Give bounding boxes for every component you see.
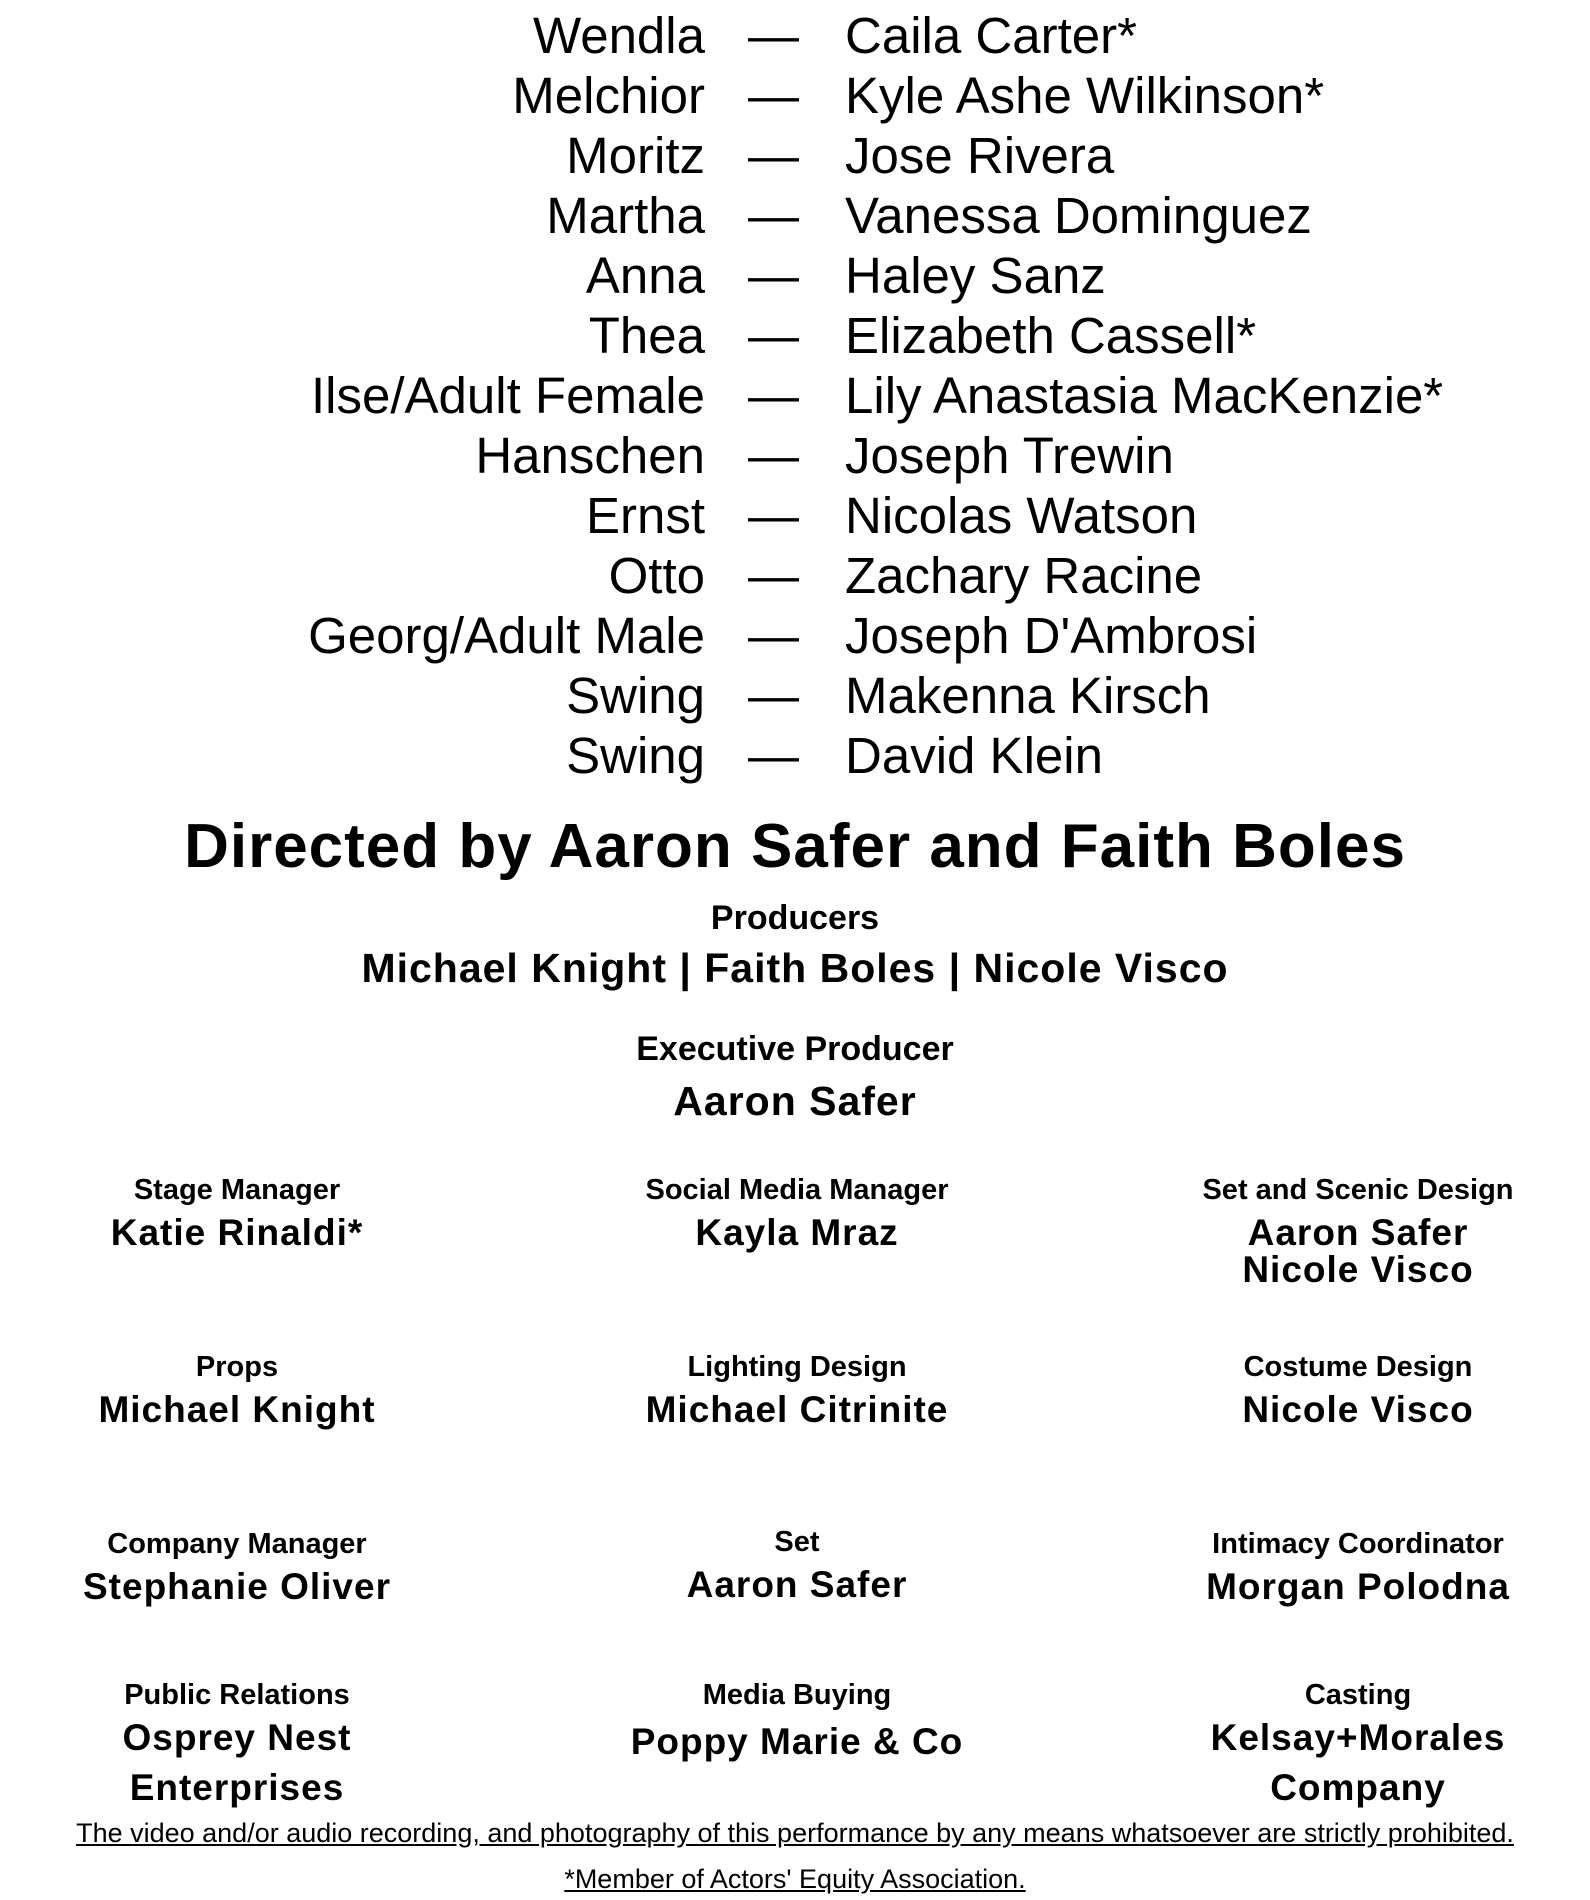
credit-props: [0, 1349, 477, 1435]
credit-social-media-manager: [557, 1172, 1037, 1258]
cast-dash: —: [748, 7, 799, 64]
credit-name: Nicole Visco: [1242, 1389, 1474, 1430]
credit-name: Company: [1270, 1767, 1446, 1808]
credit-name: Kayla Mraz: [695, 1212, 899, 1253]
credit-set-and-scenic-design: [1118, 1172, 1590, 1288]
credit-name: Stephanie Oliver: [83, 1566, 391, 1607]
cast-row: [0, 486, 1590, 546]
executive-producer-label-block: [0, 1029, 1590, 1069]
credit-name: Katie Rinaldi*: [110, 1212, 364, 1253]
cast-role: Melchior: [512, 67, 705, 124]
credit-label: Set: [774, 1526, 820, 1558]
credit-label: Company Manager: [107, 1528, 367, 1560]
cast-role: Wendla: [532, 7, 705, 64]
credit-stage-manager: [0, 1172, 477, 1258]
cast-dash: —: [748, 67, 799, 124]
credit-label: Costume Design: [1243, 1351, 1473, 1383]
credit-name: Morgan Polodna: [1206, 1566, 1510, 1607]
cast-actor: Caila Carter*: [845, 7, 1137, 64]
cast-role: Anna: [585, 247, 705, 304]
cast-actor: Haley Sanz: [845, 247, 1106, 304]
credit-name: Michael Knight: [98, 1389, 376, 1430]
producers-names: Michael Knight | Faith Boles | Nicole Visco: [361, 945, 1229, 991]
cast-dash: —: [748, 127, 799, 184]
credit-public-relations: [0, 1677, 477, 1813]
directed-by-heading: Directed by Aaron Safer and Faith Boles: [184, 812, 1406, 881]
cast-row: [0, 606, 1590, 666]
cast-actor: Elizabeth Cassell*: [845, 307, 1257, 364]
credit-intimacy-coordinator: [1118, 1526, 1590, 1612]
cast-role: Martha: [546, 187, 705, 244]
cast-row: [0, 546, 1590, 606]
credit-lighting-design: [557, 1349, 1037, 1435]
cast-actor: Jose Rivera: [845, 127, 1115, 184]
recording-prohibited-notice: The video and/or audio recording, and photography of this performance by any means whatsoever are strictly prohibited.: [76, 1818, 1514, 1848]
credit-name: Nicole Visco: [1242, 1249, 1474, 1290]
cast-role: Thea: [588, 307, 705, 364]
cast-row: [0, 66, 1590, 126]
cast-dash: —: [748, 667, 799, 724]
credit-label: Lighting Design: [687, 1351, 907, 1383]
credit-media-buying: [557, 1677, 1037, 1767]
credit-label: Casting: [1304, 1679, 1412, 1711]
cast-actor: Zachary Racine: [845, 547, 1203, 604]
producers-label-text: Producers: [710, 899, 880, 937]
cast-row: [0, 666, 1590, 726]
cast-dash: —: [748, 487, 799, 544]
credit-name: Poppy Marie & Co: [630, 1721, 964, 1762]
executive-producer-name: Aaron Safer: [673, 1078, 917, 1124]
credit-company-manager: [0, 1526, 477, 1612]
executive-producer-label: Executive Producer: [636, 1030, 954, 1068]
credit-label: Stage Manager: [133, 1174, 341, 1206]
credit-set: [557, 1524, 1037, 1610]
cast-row: [0, 246, 1590, 306]
cast-actor: Nicolas Watson: [845, 487, 1198, 544]
credit-name: Osprey Nest: [122, 1717, 352, 1758]
producers-names-block: [0, 944, 1590, 992]
credit-label: Media Buying: [702, 1679, 892, 1711]
cast-row: [0, 366, 1590, 426]
cast-actor: Vanessa Dominguez: [845, 187, 1312, 244]
equity-footnote: *Member of Actors' Equity Association.: [564, 1864, 1026, 1894]
credit-label: Public Relations: [124, 1679, 350, 1711]
cast-row: [0, 186, 1590, 246]
cast-role: Hanschen: [475, 427, 705, 484]
credit-label: Set and Scenic Design: [1202, 1174, 1514, 1206]
cast-row: [0, 726, 1590, 786]
credit-name: Kelsay+Morales: [1210, 1717, 1506, 1758]
credit-costume-design: [1118, 1349, 1590, 1435]
credit-casting: [1118, 1677, 1590, 1813]
cast-actor: David Klein: [845, 727, 1103, 784]
credit-name: Enterprises: [129, 1767, 345, 1808]
cast-role: Moritz: [566, 127, 705, 184]
cast-actor: Kyle Ashe Wilkinson*: [845, 67, 1325, 124]
credit-label: Social Media Manager: [645, 1174, 949, 1206]
cast-actor: Joseph Trewin: [845, 427, 1174, 484]
cast-dash: —: [748, 607, 799, 664]
cast-dash: —: [748, 727, 799, 784]
cast-actor: Makenna Kirsch: [845, 667, 1211, 724]
cast-role: Otto: [608, 547, 705, 604]
cast-dash: —: [748, 547, 799, 604]
cast-row: [0, 126, 1590, 186]
cast-dash: —: [748, 307, 799, 364]
cast-row: [0, 306, 1590, 366]
cast-dash: —: [748, 367, 799, 424]
executive-producer-name-block: [0, 1077, 1590, 1125]
cast-dash: —: [748, 427, 799, 484]
cast-role: Swing: [566, 727, 705, 784]
cast-dash: —: [748, 247, 799, 304]
cast-dash: —: [748, 187, 799, 244]
cast-role: Georg/Adult Male: [308, 607, 705, 664]
cast-row: [0, 6, 1590, 66]
cast-actor: Lily Anastasia MacKenzie*: [845, 367, 1444, 424]
credit-label: Intimacy Coordinator: [1212, 1528, 1504, 1560]
cast-role: Ernst: [585, 487, 705, 544]
credit-name: Aaron Safer: [686, 1564, 908, 1605]
cast-list: [0, 6, 1590, 786]
cast-role: Ilse/Adult Female: [310, 367, 705, 424]
cast-role: Swing: [566, 667, 705, 724]
credit-name: Michael Citrinite: [645, 1389, 949, 1430]
cast-row: [0, 426, 1590, 486]
cast-actor: Joseph D'Ambrosi: [845, 607, 1258, 664]
credit-label: Props: [195, 1351, 279, 1383]
credit-name: Aaron Safer: [1247, 1212, 1469, 1253]
producers-label: [0, 898, 1590, 938]
